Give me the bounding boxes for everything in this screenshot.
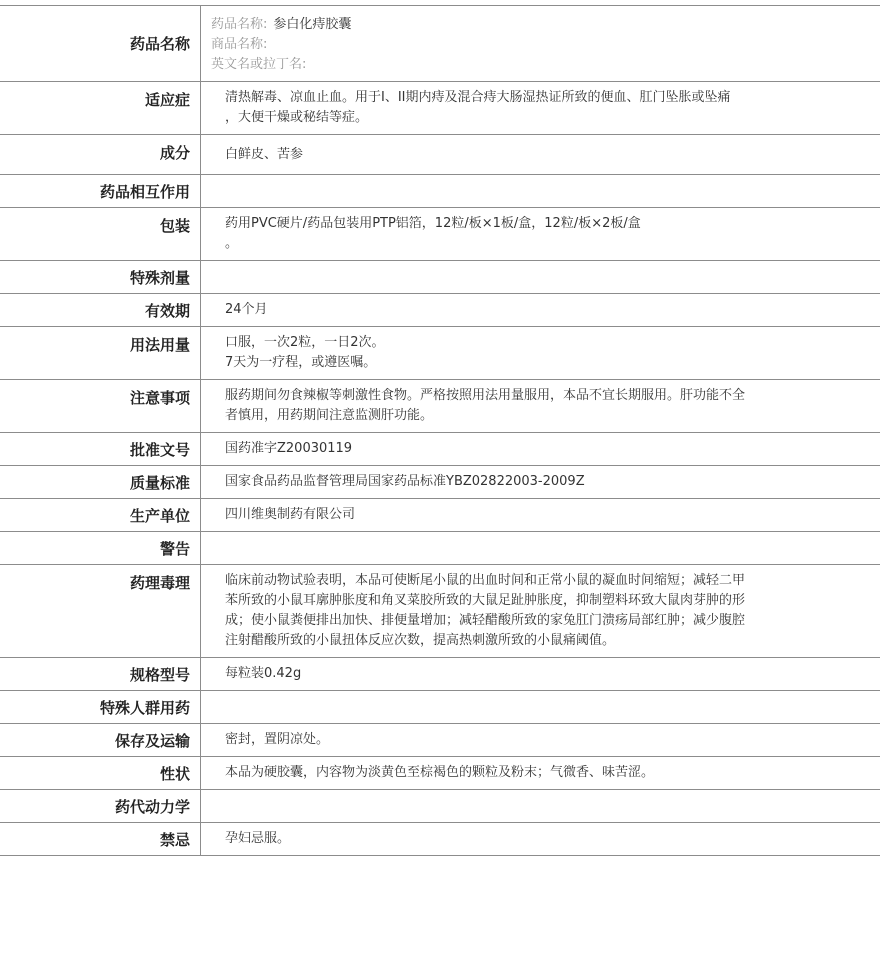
pharmacology-line: 苯所致的小鼠耳廓肿胀度和角叉菜胶所致的大鼠足趾肿胀度，抑制塑料环致大鼠肉芽肿的形 xyxy=(225,591,856,611)
indications-line: 清热解毒、凉血止血。用于I、II期内痔及混合痔大肠湿热证所致的便血、肛门坠胀或坠痛 xyxy=(225,88,856,108)
pharmacology-line: 注射醋酸所致的小鼠扭体反应次数，提高热刺激所致的小鼠痛阈值。 xyxy=(225,631,856,651)
drug-info-table xyxy=(0,5,880,856)
label-description: 性状 xyxy=(0,757,201,790)
row-special-dose xyxy=(0,261,880,294)
value-usage xyxy=(201,327,880,380)
usage-line: 口服，一次2粒，一日2次。 xyxy=(225,333,856,353)
value-warning xyxy=(201,532,880,565)
precautions-line: 服药期间勿食辣椒等刺激性食物。严格按照用法用量服用，本品不宜长期服用。肝功能不全 xyxy=(225,386,856,406)
label-special-population: 特殊人群用药 xyxy=(0,691,201,724)
value-pharmacokinetics xyxy=(201,790,880,823)
label-usage: 用法用量 xyxy=(0,327,201,380)
label-standard: 质量标准 xyxy=(0,466,201,499)
label-shelf-life: 有效期 xyxy=(0,294,201,327)
generic-name-value: 参白化痔胶囊 xyxy=(273,17,351,32)
label-interactions: 药品相互作用 xyxy=(0,175,201,208)
trade-name-key: 商品名称: xyxy=(211,37,267,52)
row-warning xyxy=(0,532,880,565)
row-pharmacology xyxy=(0,565,880,658)
label-ingredients: 成分 xyxy=(0,135,201,175)
label-warning: 警告 xyxy=(0,532,201,565)
label-drug-name: 药品名称 xyxy=(0,6,201,82)
row-storage xyxy=(0,724,880,757)
value-special-dose xyxy=(201,261,880,294)
value-package xyxy=(201,208,880,261)
value-shelf-life: 24个月 xyxy=(201,294,880,327)
row-ingredients xyxy=(0,135,880,175)
value-spec: 每粒装0.42g xyxy=(201,658,880,691)
row-drug-name xyxy=(0,6,880,82)
pharmacology-line: 成；使小鼠粪便排出加快、排便量增加；减轻醋酸所致的家兔肛门溃疡局部红肿；减少腹腔 xyxy=(225,611,856,631)
row-description xyxy=(0,757,880,790)
value-approval: 国药准字Z20030119 xyxy=(201,433,880,466)
row-precautions xyxy=(0,380,880,433)
row-indications xyxy=(0,82,880,135)
english-name-line xyxy=(211,55,856,75)
label-spec: 规格型号 xyxy=(0,658,201,691)
label-precautions: 注意事项 xyxy=(0,380,201,433)
value-standard: 国家食品药品监督管理局国家药品标准YBZ02822003-2009Z xyxy=(201,466,880,499)
value-description: 本品为硬胶囊，内容物为淡黄色至棕褐色的颗粒及粉末；气微香、味苦涩。 xyxy=(201,757,880,790)
precautions-line: 者慎用，用药期间注意监测肝功能。 xyxy=(225,406,856,426)
label-special-dose: 特殊剂量 xyxy=(0,261,201,294)
row-package xyxy=(0,208,880,261)
label-package: 包装 xyxy=(0,208,201,261)
label-pharmacokinetics: 药代动力学 xyxy=(0,790,201,823)
generic-name-line xyxy=(211,15,856,35)
label-indications: 适应症 xyxy=(0,82,201,135)
value-precautions xyxy=(201,380,880,433)
value-contraindications: 孕妇忌服。 xyxy=(201,823,880,856)
english-name-key: 英文名或拉丁名: xyxy=(211,57,306,72)
row-manufacturer xyxy=(0,499,880,532)
label-pharmacology: 药理毒理 xyxy=(0,565,201,658)
trade-name-line xyxy=(211,35,856,55)
row-interactions xyxy=(0,175,880,208)
value-interactions xyxy=(201,175,880,208)
label-manufacturer: 生产单位 xyxy=(0,499,201,532)
usage-line: 7天为一疗程，或遵医嘱。 xyxy=(225,353,856,373)
value-indications xyxy=(201,82,880,135)
row-pharmacokinetics xyxy=(0,790,880,823)
pharmacology-line: 临床前动物试验表明，本品可使断尾小鼠的出血时间和正常小鼠的凝血时间缩短；减轻二甲 xyxy=(225,571,856,591)
label-storage: 保存及运输 xyxy=(0,724,201,757)
row-approval xyxy=(0,433,880,466)
label-contraindications: 禁忌 xyxy=(0,823,201,856)
generic-name-key: 药品名称: xyxy=(211,17,267,32)
row-usage xyxy=(0,327,880,380)
value-special-population xyxy=(201,691,880,724)
value-ingredients: 白鲜皮、苦参 xyxy=(201,135,880,175)
row-spec xyxy=(0,658,880,691)
row-special-population xyxy=(0,691,880,724)
label-approval: 批准文号 xyxy=(0,433,201,466)
row-contraindications xyxy=(0,823,880,856)
row-standard xyxy=(0,466,880,499)
value-manufacturer: 四川维奥制药有限公司 xyxy=(201,499,880,532)
indications-line: ，大便干燥或秘结等症。 xyxy=(225,108,856,128)
row-shelf-life xyxy=(0,294,880,327)
value-drug-name xyxy=(201,6,880,82)
value-pharmacology xyxy=(201,565,880,658)
value-storage: 密封，置阴凉处。 xyxy=(201,724,880,757)
package-line: 。 xyxy=(225,234,856,254)
package-line: 药用PVC硬片/药品包装用PTP铝箔，12粒/板×1板/盒，12粒/板×2板/盒 xyxy=(225,214,856,234)
